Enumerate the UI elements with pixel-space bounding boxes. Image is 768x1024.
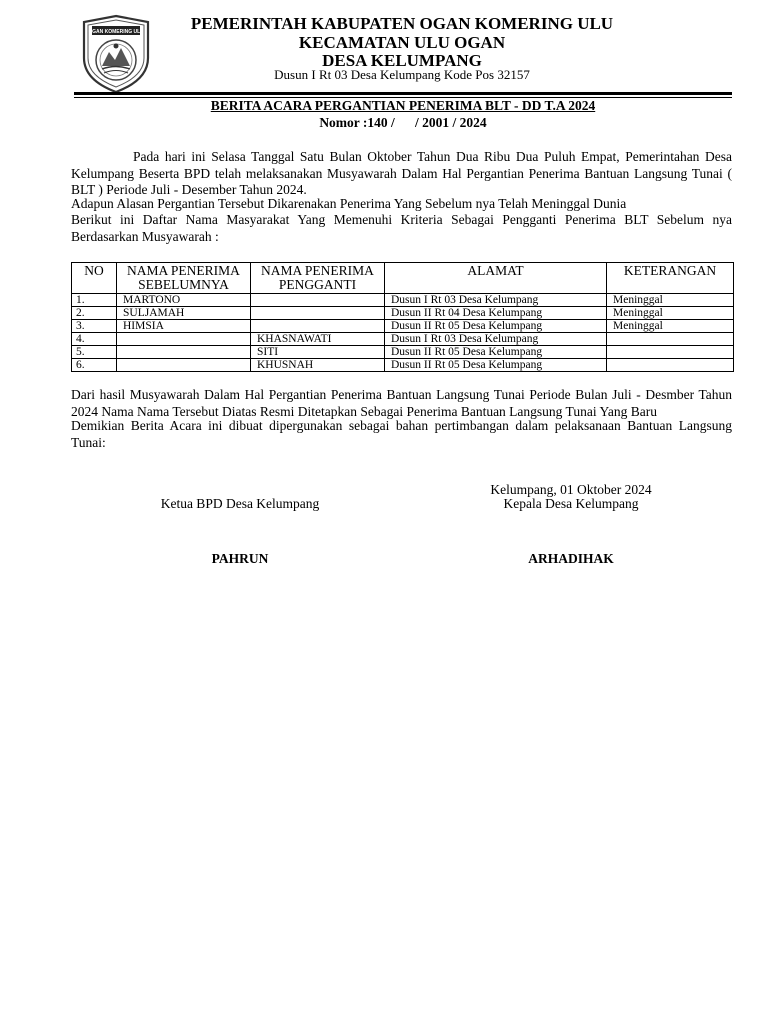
letterhead-government: PEMERINTAH KABUPATEN OGAN KOMERING ULU	[190, 14, 614, 33]
cell-replacement-recipient	[251, 320, 385, 333]
cell-remarks	[607, 346, 734, 359]
reason-paragraph: Adapun Alasan Pergantian Tersebut Dikarenakan Penerima Yang Sebelum nya Telah Meninggal Dunia	[71, 196, 627, 211]
opening-paragraph: Pada hari ini Selasa Tanggal Satu Bulan Oktober Tahun Dua Ribu Dua Puluh Empat, Pemerintahan Desa Kelumpang Beserta BPD telah melaksanakan Musyawarah Dalam Hal Pergantian Penerima Bantuan Langsung Tunai ( BLT ) Periode Juli - Desember Tahun 2024.	[71, 149, 732, 197]
cell-remarks: Meninggal	[607, 294, 734, 307]
table-row	[72, 320, 734, 333]
cell-replacement-recipient	[251, 307, 385, 320]
cell-replacement-recipient: SITI	[251, 346, 385, 359]
cell-no: 2.	[72, 307, 117, 320]
table-header-row	[72, 263, 734, 294]
cell-previous-recipient: MARTONO	[117, 294, 251, 307]
col-header-no: NO	[72, 263, 117, 294]
cell-previous-recipient	[117, 346, 251, 359]
signature-name-bpd-chair: PAHRUN	[211, 551, 269, 566]
cell-replacement-recipient	[251, 294, 385, 307]
signature-role-village-head: Kepala Desa Kelumpang	[503, 496, 639, 511]
cell-address: Dusun II Rt 05 Desa Kelumpang	[385, 346, 607, 359]
cell-address: Dusun II Rt 04 Desa Kelumpang	[385, 307, 607, 320]
table-row	[72, 333, 734, 346]
signature-role-bpd-chair: Ketua BPD Desa Kelumpang	[160, 496, 320, 511]
logo-text: OGAN KOMERING ULU	[88, 29, 144, 35]
letterhead-divider-thick	[74, 92, 732, 95]
cell-previous-recipient: HIMSIA	[117, 320, 251, 333]
cell-address: Dusun II Rt 05 Desa Kelumpang	[385, 359, 607, 372]
cell-previous-recipient	[117, 333, 251, 346]
cell-no: 5.	[72, 346, 117, 359]
letterhead-address: Dusun I Rt 03 Desa Kelumpang Kode Pos 32157	[274, 67, 530, 82]
col-header-previous-recipient: NAMA PENERIMA SEBELUMNYA	[117, 263, 251, 294]
cell-replacement-recipient: KHUSNAH	[251, 359, 385, 372]
recipient-table	[71, 262, 734, 372]
table-row	[72, 346, 734, 359]
list-intro-paragraph: Berikut ini Daftar Nama Masyarakat Yang Memenuhi Kriteria Sebagai Pengganti Penerima BLT Sebelum nya Berdasarkan Musyawarah :	[71, 212, 732, 244]
cell-remarks	[607, 333, 734, 346]
closing-paragraph: Demikian Berita Acara ini dibuat dipergunakan sebagai bahan pertimbangan dalam pelaksanaan Bantuan Langsung Tunai:	[71, 418, 732, 450]
cell-previous-recipient	[117, 359, 251, 372]
table-row	[72, 294, 734, 307]
letterhead-district: KECAMATAN ULU OGAN	[298, 33, 506, 52]
cell-no: 6.	[72, 359, 117, 372]
result-paragraph: Dari hasil Musyawarah Dalam Hal Pergantian Penerima Bantuan Langsung Tunai Periode Bulan Juli - Desmber Tahun 2024 Nama Nama Tersebut Diatas Resmi Ditetapkan Sebagai Penerima Bantuan Langsung Tunai Yang Baru	[71, 387, 732, 419]
cell-no: 3.	[72, 320, 117, 333]
document-number: Nomor :140 / / 2001 / 2024	[319, 115, 487, 130]
table-row	[72, 359, 734, 372]
cell-address: Dusun II Rt 05 Desa Kelumpang	[385, 320, 607, 333]
signature-name-village-head: ARHADIHAK	[528, 551, 614, 566]
table-row	[72, 307, 734, 320]
cell-address: Dusun I Rt 03 Desa Kelumpang	[385, 333, 607, 346]
cell-no: 1.	[72, 294, 117, 307]
cell-remarks: Meninggal	[607, 307, 734, 320]
signature-place-date: Kelumpang, 01 Oktober 2024	[490, 482, 652, 497]
cell-previous-recipient: SULJAMAH	[117, 307, 251, 320]
col-header-replacement-recipient: NAMA PENERIMA PENGGANTI	[251, 263, 385, 294]
regency-crest-icon	[78, 14, 154, 94]
cell-remarks	[607, 359, 734, 372]
cell-remarks: Meninggal	[607, 320, 734, 333]
cell-no: 4.	[72, 333, 117, 346]
cell-replacement-recipient: KHASNAWATI	[251, 333, 385, 346]
document-title: BERITA ACARA PERGANTIAN PENERIMA BLT - DD T.A 2024	[210, 98, 596, 113]
col-header-remarks: KETERANGAN	[607, 263, 734, 294]
letterhead-village: DESA KELUMPANG	[322, 51, 482, 70]
cell-address: Dusun I Rt 03 Desa Kelumpang	[385, 294, 607, 307]
col-header-address: ALAMAT	[385, 263, 607, 294]
